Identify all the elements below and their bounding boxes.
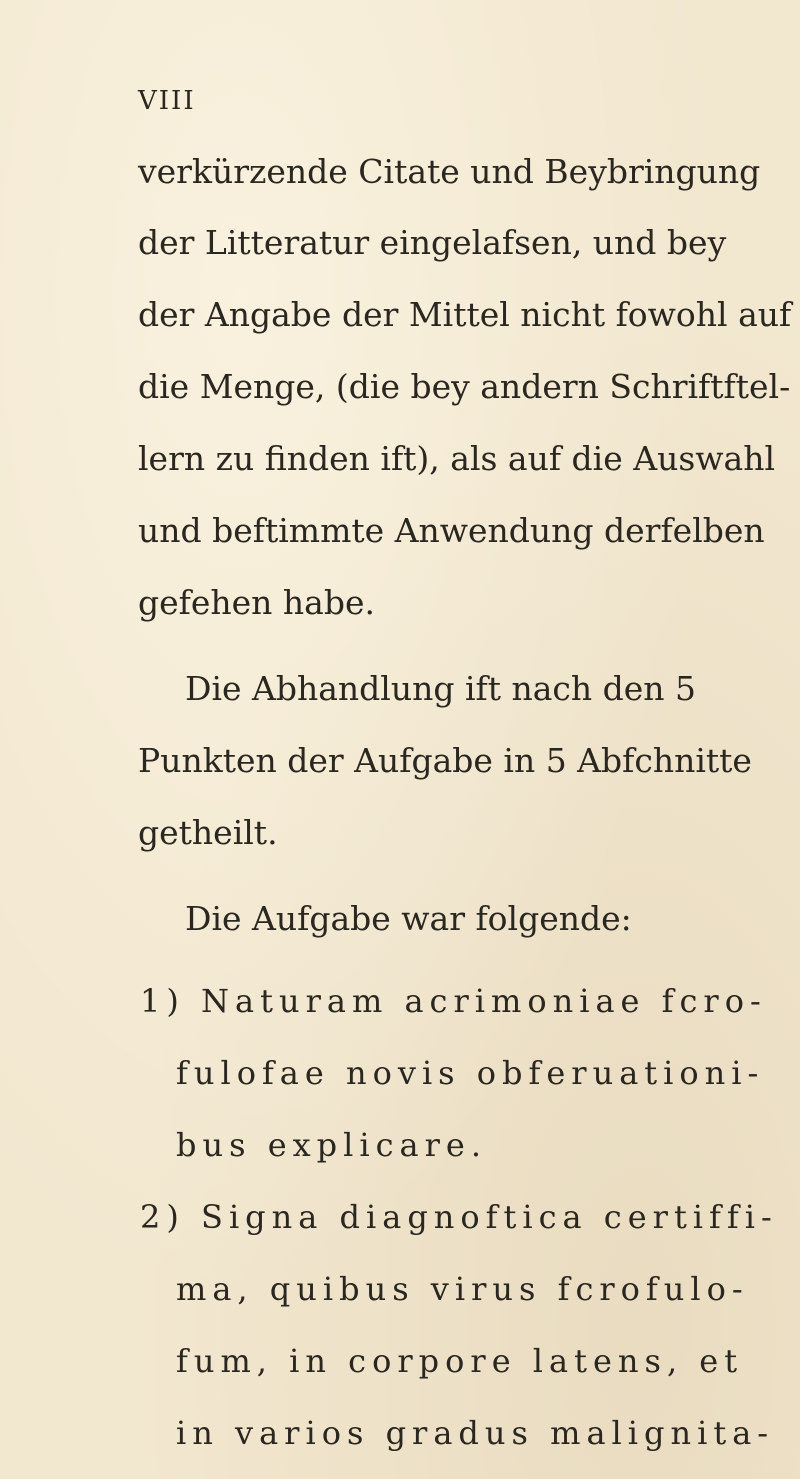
- text-line: getheilt.: [138, 813, 278, 852]
- text-line: verkürzende Citate und Beybringung: [138, 152, 761, 191]
- text-line: ma, quibus virus fcrofulo-: [176, 1270, 749, 1308]
- text-line: Die Abhandlung ift nach den 5: [185, 669, 697, 708]
- text-line: der Litteratur eingelafsen, und bey: [138, 223, 727, 262]
- text-line: 1) Naturam acrimoniae fcro-: [140, 982, 767, 1020]
- text-line: 2) Signa diagnoftica certiffi-: [140, 1198, 778, 1236]
- text-line: bus explicare.: [176, 1126, 488, 1164]
- text-line: gefehen habe.: [138, 583, 375, 622]
- text-line: Die Aufgabe war folgende:: [185, 899, 632, 938]
- text-line: der Angabe der Mittel nicht fowohl auf: [138, 295, 792, 334]
- text-line: und beftimmte Anwendung derfelben: [138, 511, 765, 550]
- text-line: fum, in corpore latens, et: [176, 1342, 744, 1380]
- text-line: in varios gradus malignita-: [176, 1414, 775, 1452]
- text-line: Punkten der Aufgabe in 5 Abfchnitte: [138, 741, 752, 780]
- text-line: die Menge, (die bey andern Schriftftel-: [138, 367, 791, 406]
- text-line: lern zu finden ift), als auf die Auswahl: [138, 439, 776, 478]
- page-number: VIII: [138, 86, 196, 116]
- text-line: fulofae novis obferuationi-: [176, 1054, 765, 1092]
